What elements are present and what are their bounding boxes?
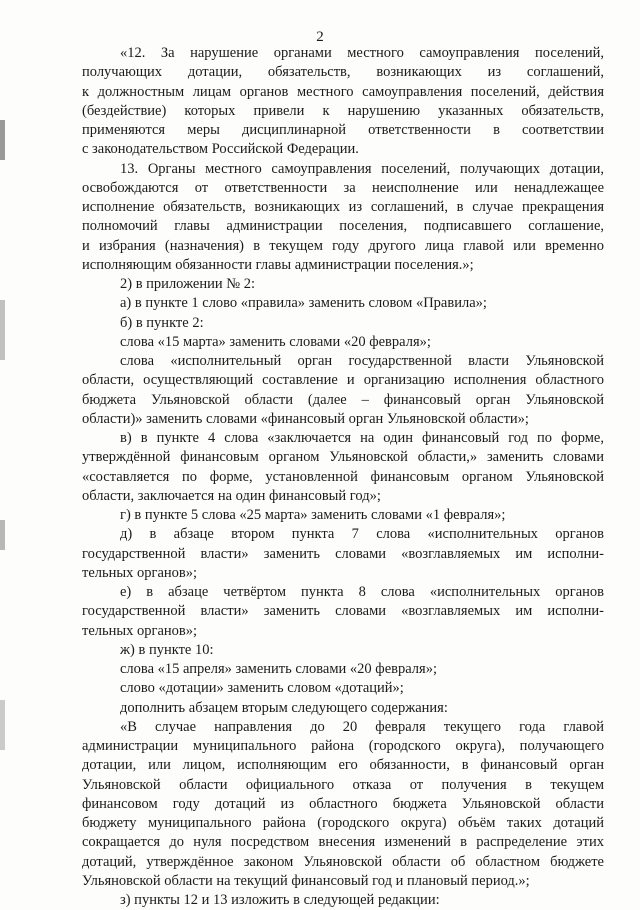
text-line: Ульяновской области на текущий финансовый год и плановый период.»; (82, 872, 530, 889)
text-line: в) в пункте 4 слова «заключается на один финансовый год по форме, (120, 430, 604, 446)
text-line: «12. За нарушение органами местного самоуправления поселений, (120, 45, 604, 61)
text-line: администрации муниципального района (городского округа), получающего (82, 738, 604, 754)
text-line: к должностным лицам органов местного самоуправления поселений, действия (82, 83, 604, 100)
scan-edge-mark (0, 300, 5, 360)
text-line: з) пункты 12 и 13 изложить в следующей редакции: (120, 892, 440, 908)
text-line: д) в абзаце втором пункта 7 слова «исполнительных органов (120, 526, 604, 543)
text-line: «составляется по форме, установленной финансовым органом Ульяновской (82, 468, 604, 485)
text-line: ж) в пункте 10: (120, 641, 214, 658)
text-line: исполнение обязательств, возникающих из соглашений, в случае прекращения (82, 199, 604, 215)
text-line: области, заключается на один финансовый год»; (82, 487, 381, 504)
text-line: и избрания (назначения) в текущем году другого лица главой или временно (82, 237, 604, 254)
text-line: слово «дотации» заменить словом «дотаций»; (120, 680, 404, 697)
text-line: слова «15 апреля» заменить словами «20 февраля»; (120, 661, 437, 677)
text-line: 13. Органы местного самоуправления поселений, получающих дотации, (120, 160, 604, 177)
text-line: Ульяновской области официального отказа от получения в текущем (82, 776, 604, 793)
document-body (82, 44, 604, 910)
text-line: исполняющим обязанности главы администрации поселения.»; (82, 256, 474, 273)
text-line: слова «15 марта» заменить словами «20 февраля»; (120, 333, 431, 350)
text-line: с законодательством Российской Федерации. (82, 141, 359, 158)
text-line: «В случае направления до 20 февраля текущего года главой (120, 718, 604, 735)
text-line: слова «исполнительный орган государственной власти Ульяновской (120, 353, 604, 369)
scan-edge-mark (0, 120, 5, 160)
text-line: г) в пункте 5 слова «25 марта» заменить словами «1 февраля»; (120, 507, 506, 523)
text-line: финансовом году дотаций из областного бюджета Ульяновской области (82, 795, 604, 812)
text-line: государственной власти» заменить словами «возглавляемых им исполни- (82, 603, 604, 620)
text-line: б) в пункте 2: (120, 314, 204, 331)
scan-edge-mark (0, 520, 5, 550)
text-line: бюджету муниципального района (городского округа) объём таких дотаций (82, 815, 604, 831)
text-line: бюджета Ульяновской области (далее – финансовый орган Ульяновской (82, 391, 604, 408)
text-line: применяются меры дисциплинарной ответственности в соответствии (82, 122, 604, 138)
scan-edge-mark (0, 700, 5, 750)
text-line: а) в пункте 1 слово «правила» заменить словом «Правила»; (120, 295, 487, 312)
text-line: дотаций, утверждённое законом Ульяновской области об областном бюджете (82, 853, 604, 870)
text-line: дополнить абзацем вторым следующего содержания: (120, 699, 448, 716)
text-line: освобождаются от ответственности за неисполнение или ненадлежащее (82, 179, 604, 196)
text-line: получающих дотации, обязательств, возникающих из соглашений, (82, 64, 604, 81)
text-line: утверждённой финансовым органом Ульяновской области,» заменить словами (82, 449, 604, 466)
text-line: дотации, или лицом, исполняющим его обязанности, в финансовый орган (82, 757, 604, 774)
text-line: государственной власти» заменить словами «возглавляемых им исполни- (82, 545, 604, 562)
text-line: области)» заменить словами «финансовый орган Ульяновской области»; (82, 410, 529, 427)
text-line: е) в абзаце четвёртом пункта 8 слова «исполнительных органов (120, 584, 604, 600)
text-line: области, осуществляющий составление и организацию исполнения областного (82, 372, 604, 389)
page-number: 2 (316, 29, 324, 45)
text-line: полномочий главы администрации поселения, подписавшего соглашение, (82, 218, 604, 235)
text-line: тельных органов»; (82, 622, 198, 639)
text-line: (бездействие) которых привели к нарушению указанных обязательств, (82, 102, 604, 119)
text-line: 2) в приложении № 2: (120, 276, 255, 292)
text-line: тельных органов»; (82, 564, 198, 581)
text-line: сокращается до нуля посредством внесения изменений в распределение этих (82, 834, 604, 851)
